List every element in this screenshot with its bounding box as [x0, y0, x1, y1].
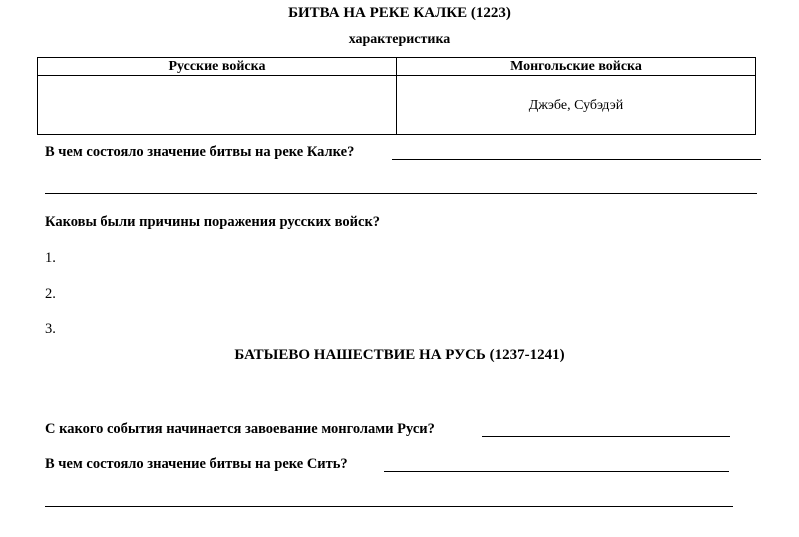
answer-line-2	[45, 193, 757, 194]
cell-russian-troops	[38, 76, 397, 135]
section2-title: БАТЫЕВО НАШЕСТВИЕ НА РУСЬ (1237-1241)	[234, 347, 565, 363]
list-item: 1.	[45, 250, 56, 266]
list-item: 3.	[45, 321, 56, 337]
section1-title: БИТВА НА РЕКЕ КАЛКЕ (1223)	[288, 5, 511, 21]
answer-line-5	[45, 506, 733, 507]
question-defeat-reasons: Каковы были причины поражения русских войск?	[45, 214, 381, 230]
table-header-row	[38, 58, 756, 76]
question-conquest-start: С какого события начинается завоевание монголами Руси?	[45, 421, 435, 437]
question-kalka-significance: В чем состояло значение битвы на реке Калке?	[45, 144, 355, 160]
header-mongol-troops: Монгольские войска	[397, 58, 756, 76]
table-row	[38, 76, 756, 135]
answer-line-3	[482, 436, 730, 437]
list-item: 2.	[45, 286, 56, 302]
question-sit-significance: В чем состояло значение битвы на реке Сить?	[45, 456, 348, 472]
answer-line-1	[392, 159, 761, 160]
header-russian-troops: Русские войска	[38, 58, 397, 76]
section1-subtitle: характеристика	[348, 32, 451, 47]
characteristics-table	[37, 57, 756, 135]
answer-line-4	[384, 471, 729, 472]
cell-mongol-troops: Джэбе, Субэдэй	[397, 76, 756, 135]
